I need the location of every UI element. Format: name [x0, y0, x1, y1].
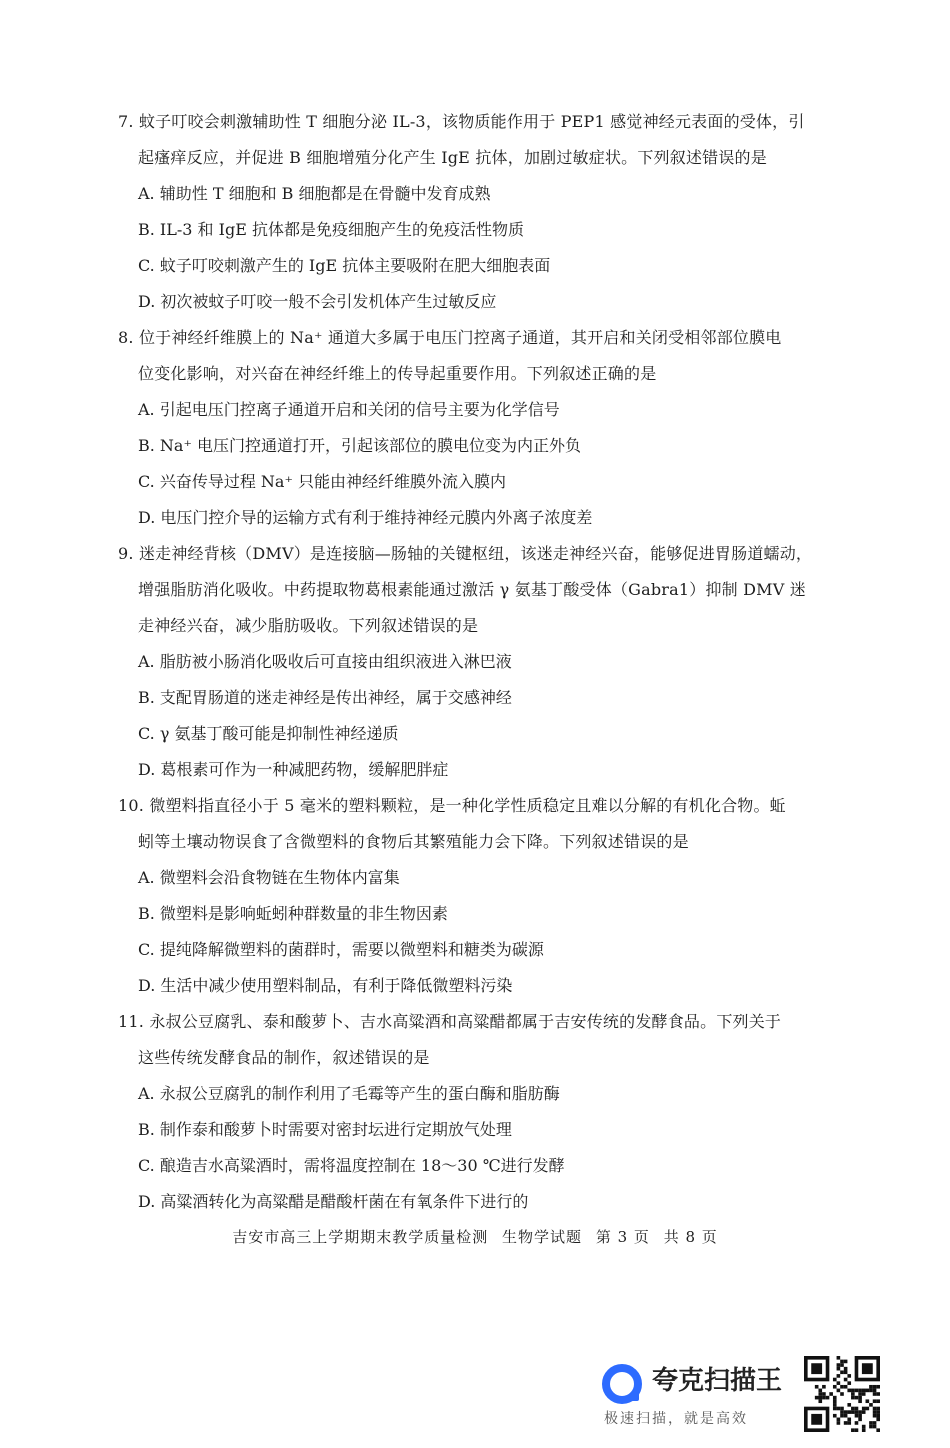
- page-footer: [0, 1222, 950, 1252]
- question-7-option-a: A. 辅助性 T 细胞和 B 细胞都是在骨髓中发育成熟: [138, 184, 491, 203]
- question-11-option-c: C. 酿造吉水高粱酒时，需将温度控制在 18～30 ℃进行发酵: [138, 1156, 565, 1175]
- question-11-option-a: A. 永叔公豆腐乳的制作利用了毛霉等产生的蛋白酶和脂肪酶: [138, 1084, 560, 1103]
- question-8-option-c: C. 兴奋传导过程 Na⁺ 只能由神经纤维膜外流入膜内: [138, 472, 507, 491]
- footer-exam-name: 吉安市高三上学期期末教学质量检测: [232, 1228, 489, 1246]
- question-8-line-1: 8. 位于神经纤维膜上的 Na⁺ 通道大多属于电压门控离子通道，其开启和关闭受相邻部位膜电: [118, 328, 782, 347]
- question-7-stem: [118, 104, 838, 176]
- question-7-option-c: C. 蚊子叮咬刺激产生的 IgE 抗体主要吸附在肥大细胞表面: [138, 256, 551, 275]
- question-8-line-2: 位变化影响，对兴奋在神经纤维上的传导起重要作用。下列叙述正确的是: [138, 364, 657, 383]
- question-9-option-b: B. 支配胃肠道的迷走神经是传出神经，属于交感神经: [138, 688, 512, 707]
- question-8-stem: [118, 320, 838, 392]
- question-9-line-1: 9. 迷走神经背核（DMV）是连接脑—肠轴的关键枢纽，该迷走神经兴奋，能够促进胃肠道蠕动，: [118, 544, 813, 563]
- question-9-option-a: A. 脂肪被小肠消化吸收后可直接由组织液进入淋巴液: [138, 652, 512, 671]
- question-9-stem: [118, 536, 838, 644]
- question-7-line-1: 7. 蚊子叮咬会刺激辅助性 T 细胞分泌 IL-3，该物质能作用于 PEP1 感觉神经元表面的受体，引: [118, 112, 805, 131]
- question-9-line-3: 走神经兴奋，减少脂肪吸收。下列叙述错误的是: [138, 616, 479, 635]
- watermark-slogan: 极速扫描，就是高效: [604, 1411, 748, 1427]
- question-10-stem: [118, 788, 838, 860]
- question-7-option-d: D. 初次被蚊子叮咬一般不会引发机体产生过敏反应: [138, 292, 497, 311]
- question-7-option-b: B. IL-3 和 IgE 抗体都是免疫细胞产生的免疫活性物质: [138, 220, 524, 239]
- question-9-line-2: 增强脂肪消化吸收。中药提取物葛根素能通过激活 γ 氨基丁酸受体（Gabra1）抑制 DMV 迷: [138, 580, 807, 599]
- question-10-option-c: C. 提纯降解微塑料的菌群时，需要以微塑料和糖类为碳源: [138, 940, 544, 959]
- question-11-line-2: 这些传统发酵食品的制作，叙述错误的是: [138, 1048, 430, 1067]
- question-10-option-a: A. 微塑料会沿食物链在生物体内富集: [138, 868, 400, 887]
- question-9-option-d: D. 葛根素可作为一种减肥药物，缓解肥胖症: [138, 760, 449, 779]
- question-10-line-2: 蚓等土壤动物误食了含微塑料的食物后其繁殖能力会下降。下列叙述错误的是: [138, 832, 689, 851]
- footer-page-number: 第 3 页: [595, 1228, 650, 1246]
- question-10-option-d: D. 生活中减少使用塑料制品，有利于降低微塑料污染: [138, 976, 513, 995]
- footer-subject: 生物学试题: [502, 1228, 583, 1246]
- question-11-option-d: D. 高粱酒转化为高粱醋是醋酸杆菌在有氧条件下进行的: [138, 1192, 529, 1211]
- footer-total-pages: 共 8 页: [663, 1228, 718, 1246]
- question-11-option-b: B. 制作泰和酸萝卜时需要对密封坛进行定期放气处理: [138, 1120, 512, 1139]
- question-9-option-c: C. γ 氨基丁酸可能是抑制性神经递质: [138, 724, 399, 743]
- quark-logo-icon: [600, 1362, 644, 1406]
- watermark-brand: 夸克扫描王: [652, 1366, 783, 1396]
- scanner-watermark: [600, 1356, 880, 1436]
- question-11-line-1: 11. 永叔公豆腐乳、泰和酸萝卜、吉水高粱酒和高粱醋都属于吉安传统的发酵食品。下列关于: [118, 1012, 782, 1031]
- question-8-option-b: B. Na⁺ 电压门控通道打开，引起该部位的膜电位变为内正外负: [138, 436, 582, 455]
- question-7-line-2: 起瘙痒反应，并促进 B 细胞增殖分化产生 IgE 抗体，加剧过敏症状。下列叙述错误的是: [138, 148, 767, 167]
- question-8-option-a: A. 引起电压门控离子通道开启和关闭的信号主要为化学信号: [138, 400, 560, 419]
- question-10-option-b: B. 微塑料是影响蚯蚓种群数量的非生物因素: [138, 904, 448, 923]
- qr-code-icon: [804, 1356, 880, 1432]
- question-8-option-d: D. 电压门控介导的运输方式有利于维持神经元膜内外离子浓度差: [138, 508, 593, 527]
- question-11-stem: [118, 1004, 838, 1076]
- question-10-line-1: 10. 微塑料指直径小于 5 毫米的塑料颗粒，是一种化学性质稳定且难以分解的有机化合物。蚯: [118, 796, 786, 815]
